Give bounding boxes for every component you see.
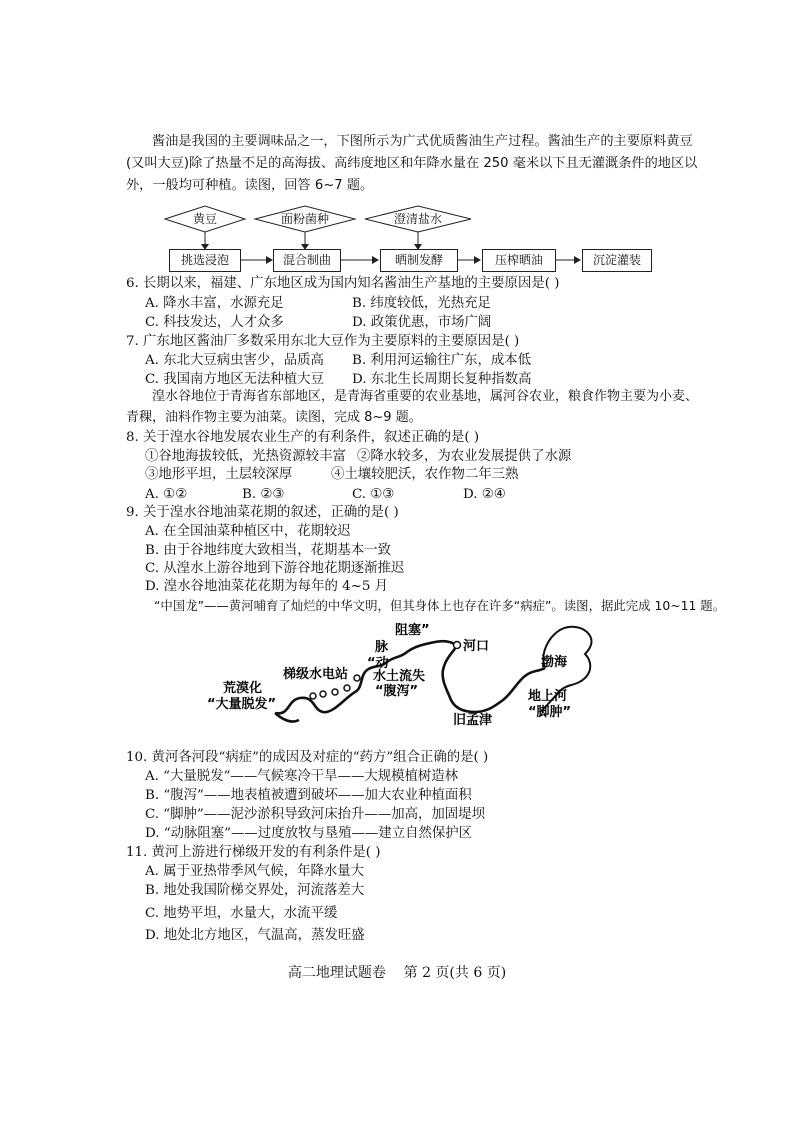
question-9-option-d: D. 湟水谷地油菜花花期为每年的 4~5 月 [145, 579, 389, 594]
question-11-stem: 11. 黄河上游进行梯级开发的有利条件是( ) [126, 845, 381, 860]
question-8-statement-2: ②降水较多，为农业发展提供了水源 [357, 449, 572, 464]
question-8-option-d: D. ②④ [463, 487, 506, 502]
question-8-option-b: B. ②③ [242, 487, 285, 502]
yellow-river-map [195, 620, 615, 740]
question-6-option-d: D. 政策优惠，市场广阔 [352, 315, 492, 330]
question-10-option-d: D. “动脉阻塞”——过度放牧与垦殖——建立自然保护区 [145, 826, 473, 841]
flow-step-press: 压榨晒油 [482, 249, 556, 272]
question-7-option-b: B. 利用河运输往广东，成本低 [352, 353, 532, 368]
question-8-statement-1: ①谷地海拔较低，光热资源较丰富 [145, 449, 346, 464]
page-footer: 高二地理试题卷 第 2 页(共 6 页) [287, 965, 507, 981]
question-9-option-b: B. 由于谷地纬度大致相当，花期基本一致 [145, 543, 391, 558]
dam-marker [332, 689, 338, 695]
map-label-pulse: 脉 [375, 640, 389, 655]
question-10-option-a: A. “大量脱发”——气候寒冷干旱——大规模植树造林 [145, 769, 459, 784]
dam-marker [320, 691, 326, 697]
question-6-option-a: A. 降水丰富，水源充足 [145, 296, 284, 311]
question-7-stem: 7. 广东地区酱油厂多数采用东北大豆作为主要原料的主要原因是( ) [126, 334, 520, 349]
question-8-statement-4: ④土壤较肥沃，农作物二年三熟 [331, 467, 519, 482]
question-11-option-d: D. 地处北方地区，气温高，蒸发旺盛 [145, 928, 365, 943]
flow-input-soybean: 黄豆 [192, 212, 217, 226]
map-label-diarrhea: “腹泻” [375, 684, 419, 699]
map-label-move: “动 [367, 656, 389, 671]
question-7-option-c: C. 我国南方地区无法种植大豆 [145, 372, 324, 387]
dam-marker [344, 685, 350, 691]
question-11-option-a: A. 属于亚热带季风气候，年降水量大 [145, 864, 365, 879]
flow-input-brine: 澄清盐水 [393, 212, 442, 226]
question-8-statement-3: ③地形平坦，土层较深厚 [145, 467, 293, 482]
question-10-option-b: B. “腹泻”——地表植被遭到破坏——加大农业种植面积 [145, 788, 472, 803]
question-8-stem: 8. 关于湟水谷地发展农业生产的有利条件，叙述正确的是( ) [126, 430, 480, 445]
question-6-option-b: B. 纬度较低，光热充足 [352, 296, 491, 311]
question-10-stem: 10. 黄河各河段“病症”的成因及对症的“药方”组合正确的是( ) [126, 750, 489, 765]
intro-paragraph-yellow-river: “中国龙”——黄河哺育了灿烂的中华文明，但其身体上也存在许多“病症”。读图，据此完成 10~11 题。 [154, 598, 726, 613]
question-7-option-a: A. 东北大豆病虫害少，品质高 [145, 353, 324, 368]
dam-marker [310, 693, 316, 699]
map-label-desertification: 荒漠化 [223, 681, 263, 696]
question-7-option-d: D. 东北生长周期长复种指数高 [352, 372, 532, 387]
dam-marker [354, 675, 360, 681]
question-8-option-a: A. ①② [145, 487, 188, 502]
map-label-hair-loss: “大量脱发” [207, 697, 277, 712]
question-9-option-c: C. 从湟水上游谷地到下游谷地花期逐渐推迟 [145, 561, 405, 576]
question-6-option-c: C. 科技发达，人才众多 [145, 315, 284, 330]
map-label-block: 阻塞” [395, 623, 430, 638]
intro-paragraph-soy-sauce: 酱油是我国的主要调味品之一，下图所示为广式优质酱油生产过程。酱油生产的主要原料黄豆(又叫大豆)除了热量不足的高海拔、高纬度地区和年降水量在 250 毫米以下且无灌溉条件的地区以外，一般均可种植。读图，回答 6~7 题。 [126, 134, 698, 193]
flow-step-soak: 挑选浸泡 [169, 249, 241, 272]
question-6-stem: 6. 长期以来，福建、广东地区成为国内知名酱油生产基地的主要原因是( ) [126, 276, 560, 291]
question-11-option-b: B. 地处我国阶梯交界处，河流落差大 [145, 883, 365, 898]
flow-input-flour-culture: 面粉菌种 [280, 212, 329, 226]
question-8-option-c: C. ①③ [352, 487, 395, 502]
map-label-erosion: 水土流失 [373, 669, 426, 684]
hekou-marker [454, 642, 461, 649]
map-label-swollen-feet: “脚肿” [528, 705, 572, 720]
question-10-option-c: C. “脚肿”——泥沙淤积导致河床抬升——加高，加固堤坝 [145, 807, 485, 822]
map-label-jiumengjin: 旧孟津 [453, 713, 493, 728]
question-11-option-c: C. 地势平坦，水量大，水流平缓 [145, 906, 338, 921]
question-9-option-a: A. 在全国油菜种植区中，花期较迟 [145, 524, 351, 539]
flow-step-bottle: 沉淀灌装 [582, 249, 652, 272]
intro-paragraph-huangshui: 湟水谷地位于青海省东部地区，是青海省重要的农业基地，属河谷农业，粮食作物主要为小麦、青稞，油料作物主要为油菜。读图，完成 8~9 题。 [126, 389, 699, 425]
yellow-river-upper-tail [275, 713, 299, 722]
map-label-river-mouth: 河口 [463, 639, 490, 654]
flow-step-ferment: 晒制发酵 [380, 249, 458, 272]
map-label-bohai: 渤海 [541, 655, 568, 670]
map-label-above-ground-river: 地上河 [528, 689, 568, 704]
map-label-dams: 梯级水电站 [283, 667, 349, 682]
flow-step-koji: 混合制曲 [273, 249, 341, 272]
question-9-stem: 9. 关于湟水谷地油菜花期的叙述，正确的是( ) [126, 505, 399, 520]
